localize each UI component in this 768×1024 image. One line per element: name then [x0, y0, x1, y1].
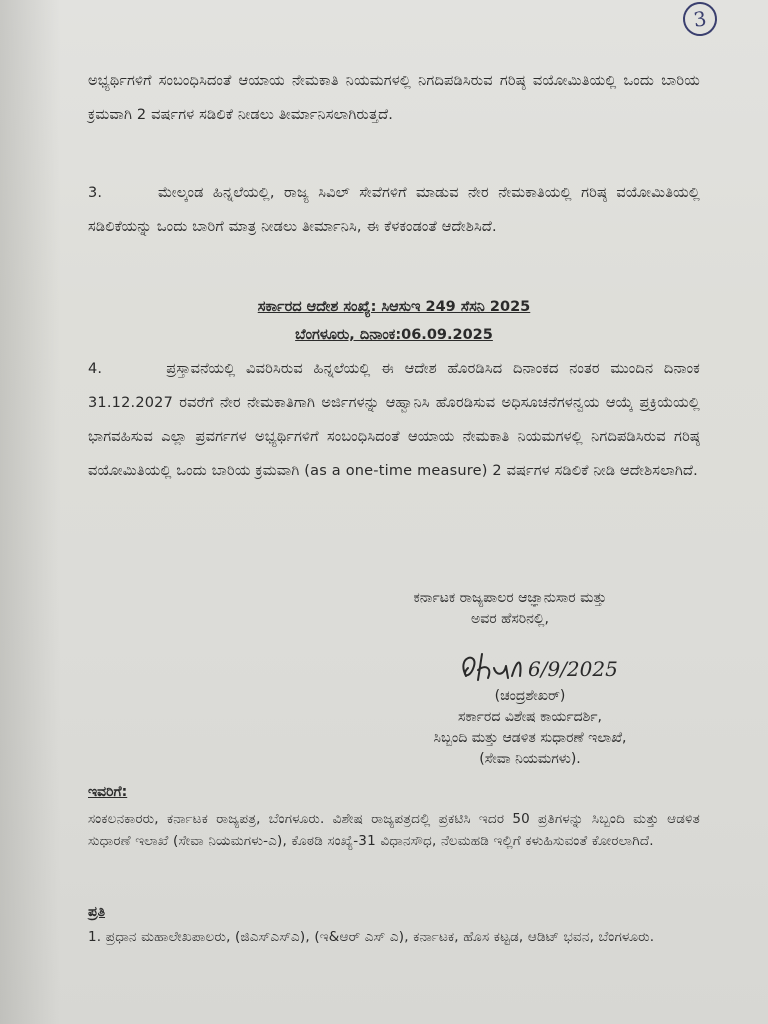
paragraph-continuation-text: ಅಭ್ಯರ್ಥಿಗಳಿಗೆ ಸಂಬಂಧಿಸಿದಂತೆ ಆಯಾಯ ನೇಮಕಾತಿ ನಿಯಮಗಳಲ್ಲಿ ನಿಗದಿಪಡಿಸಿರುವ ಗರಿಷ್ಠ ವಯೋಮಿತಿಯಲ್ಲಿ ಒಂದು ಬಾರಿಯ ಕ್ರಮವಾಗಿ 2 ವರ್ಷಗಳ ಸಡಿಲಿಕೆ ನೀಡಲು ತೀರ್ಮಾನಿಸಲಾಗಿರುತ್ತದೆ. — [88, 73, 700, 123]
closing-line-2: ಅವರ ಹೆಸರಿನಲ್ಲಿ, — [471, 611, 549, 627]
paragraph-3-text: 3. ಮೇಲ್ಕಂಡ ಹಿನ್ನಲೆಯಲ್ಲಿ, ರಾಜ್ಯ ಸಿವಿಲ್ ಸೇವೆಗಳಿಗೆ ಮಾಡುವ ನೇರ ನೇಮಕಾತಿಯಲ್ಲಿ ಗರಿಷ್ಠ ವಯೋಮಿತಿಯಲ್ಲಿ ಸಡಿಲಿಕೆಯನ್ನು ಒಂದು ಬಾರಿಗೆ ಮಾತ್ರ ನೀಡಲು ತೀರ್ಮಾನಿಸಿ, ಈ ಕೆಳಕಂಡಂತೆ ಆದೇಶಿಸಿದೆ. — [88, 185, 705, 235]
page-number: 3 — [681, 0, 719, 38]
copy-label: ಪ್ರತಿ — [88, 904, 106, 920]
recipient-text: ಸಂಕಲನಕಾರರು, ಕರ್ನಾಟಕ ರಾಜ್ಯಪತ್ರ, ಬೆಂಗಳೂರು. ವಿಶೇಷ ರಾಜ್ಯಪತ್ರದಲ್ಲಿ ಪ್ರಕಟಿಸಿ ಇದರ 50 ಪ್ರತಿಗಳನ್ನು ಸಿಬ್ಬಂದಿ ಮತ್ತು ಆಡಳಿತ ಸುಧಾರಣೆ ಇಲಾಖೆ (ಸೇವಾ ನಿಯಮಗಳು-ಎ), ಕೊಠಡಿ ಸಂಖ್ಯೆ-31 ವಿಧಾನಸೌಧ, ನೆಲಮಹಡಿ ಇಲ್ಲಿಗೆ ಕಳುಹಿಸುವಂತೆ ಕೋರಲಾಗಿದೆ. — [88, 811, 700, 849]
signatory-name: (ಚಂದ್ರಶೇಖರ್) — [494, 688, 566, 704]
closing-block — [330, 588, 690, 630]
svg-text:6/9/2025: 6/9/2025 — [528, 657, 618, 681]
scan-shadow — [0, 0, 60, 1024]
signatory-department: ಸಿಬ್ಬಂದಿ ಮತ್ತು ಆಡಳಿತ ಸುಧಾರಣೆ ಇಲಾಖೆ, — [433, 730, 627, 746]
order-date: ಬೆಂಗಳೂರು, ದಿನಾಂಕ:06.09.2025 — [295, 327, 493, 343]
paragraph-3 — [88, 176, 705, 244]
signatory-section: (ಸೇವಾ ನಿಯಮಗಳು). — [479, 751, 581, 767]
copy-text: 1. ಪ್ರಧಾನ ಮಹಾಲೇಖಪಾಲರು, (ಜಿಎಸ್ಎಸ್ಎ), (ಇ&ಆರ್ ಎಸ್ ಎ), ಕರ್ನಾಟಕ, ಹೊಸ ಕಟ್ಟಡ, ಆಡಿಟ್ ಭವನ, ಬೆಂಗಳೂರು. — [88, 929, 655, 945]
order-heading — [88, 293, 700, 349]
recipient-block — [88, 808, 700, 852]
copy-block — [88, 926, 700, 948]
paragraph-continuation — [88, 64, 700, 132]
to-label: ಇವರಿಗೆ: — [88, 784, 128, 800]
order-number: ಸರ್ಕಾರದ ಆದೇಶ ಸಂಖ್ಯೆ: ಸಿಆಸುಇ 249 ಸೆಸನಿ 2025 — [257, 299, 531, 315]
paragraph-4 — [88, 352, 705, 488]
closing-line-1: ಕರ್ನಾಟಕ ರಾಜ್ಯಪಾಲರ ಆಜ್ಞಾನುಸಾರ ಮತ್ತು — [413, 590, 607, 606]
signatory-designation: ಸರ್ಕಾರದ ವಿಶೇಷ ಕಾರ್ಯದರ್ಶಿ, — [458, 709, 602, 725]
signature-graphic — [448, 646, 658, 690]
paragraph-4-text: 4. ಪ್ರಸ್ತಾವನೆಯಲ್ಲಿ ವಿವರಿಸಿರುವ ಹಿನ್ನಲೆಯಲ್ಲಿ ಈ ಆದೇಶ ಹೊರಡಿಸಿದ ದಿನಾಂಕದ ನಂತರ ಮುಂದಿನ ದಿನಾಂಕ 31.12.2027 ರವರೆಗೆ ನೇರ ನೇಮಕಾತಿಗಾಗಿ ಅರ್ಜಿಗಳನ್ನು ಆಹ್ವಾನಿಸಿ ಹೊರಡಿಸುವ ಅಧಿಸೂಚನೆಗಳನ್ವಯ ಆಯ್ಕೆ ಪ್ರಕ್ರಿಯೆಯಲ್ಲಿ ಭಾಗವಹಿಸುವ ಎಲ್ಲಾ ಪ್ರವರ್ಗಗಳ ಅಭ್ಯರ್ಥಿಗಳಿಗೆ ಸಂಬಂಧಿಸಿದಂತೆ ಆಯಾಯ ನೇಮಕಾತಿ ನಿಯಮಗಳಲ್ಲಿ ನಿಗದಿಪಡಿಸಿರುವ ಗರಿಷ್ಠ ವಯೋಮಿತಿಯಲ್ಲಿ ಒಂದು ಬಾರಿಯ ಕ್ರಮವಾಗಿ (as a one-time measure) 2 ವರ್ಷಗಳ ಸಡಿಲಿಕೆ ನೀಡಿ ಆದೇಶಿಸಲಾಗಿದೆ. — [88, 361, 705, 479]
signatory-block — [350, 686, 710, 770]
handwritten-signature — [448, 646, 658, 690]
